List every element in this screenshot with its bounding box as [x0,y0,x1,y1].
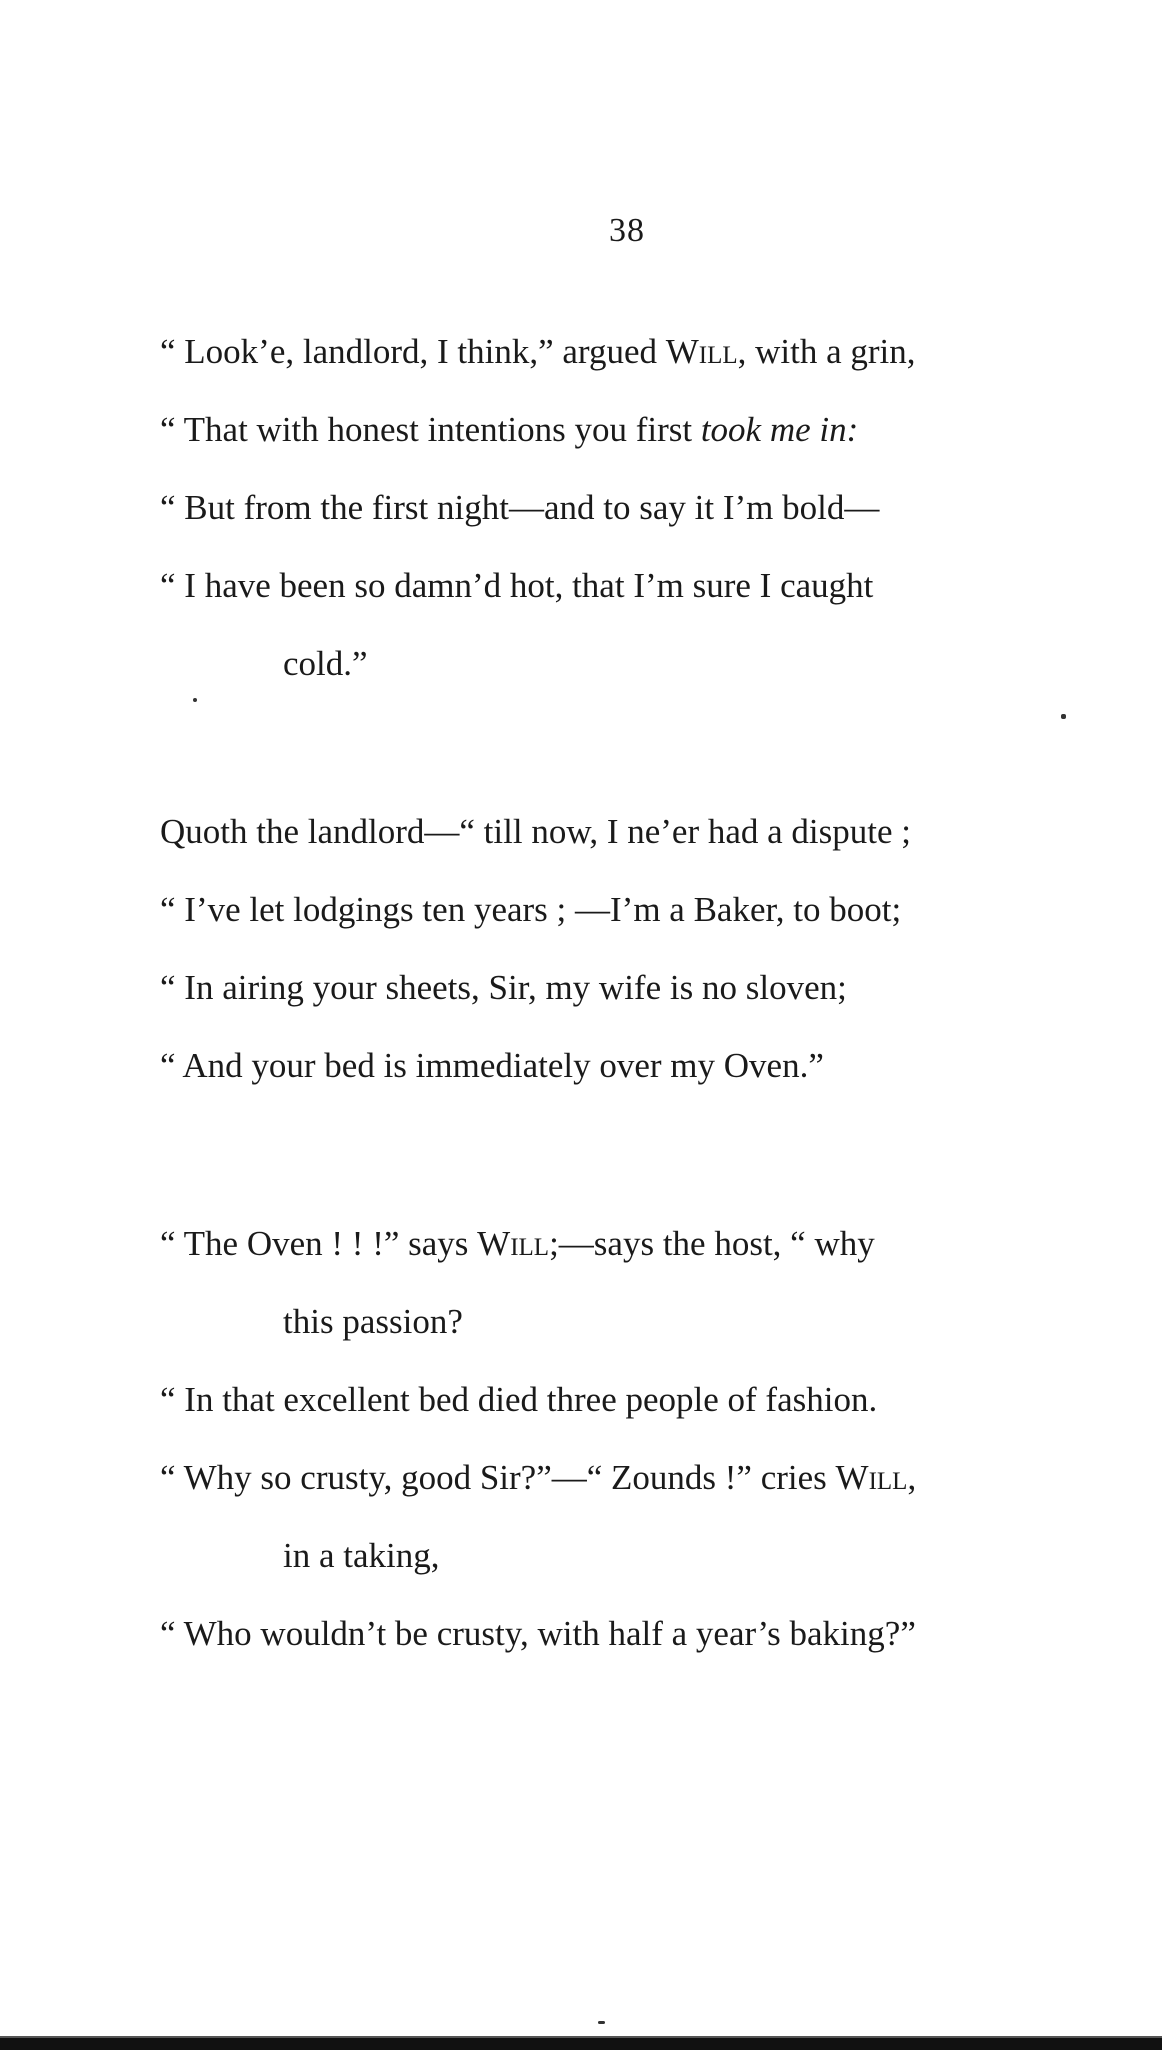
scan-speck [193,698,197,702]
character-name: Will [665,332,738,371]
verse-line: Quoth the landlord—“ till now, I ne’er had a dispute ; [160,812,912,851]
verse-text: “ Look’e, landlord, I think,” argued [160,332,666,371]
verse-line: “ I have been so damn’d hot, that I’m sure I caught [160,566,874,605]
verse-line-continuation: this passion? [283,1302,463,1341]
scan-speck [598,2021,605,2024]
verse-line [160,1222,875,1266]
verse-line-continuation: in a taking, [283,1536,440,1575]
verse-line: “ But from the first night—and to say it I’m bold— [160,488,880,527]
verse-text: , [907,1458,917,1497]
scan-speck [1061,714,1066,719]
verse-line: “ I’ve let lodgings ten years ; —I’m a Baker, to boot; [160,890,902,929]
verse-line: “ In that excellent bed died three people of fashion. [160,1380,878,1419]
verse-line-continuation: cold.” [283,644,368,683]
verse-text: “ Why so crusty, good Sir?”—“ Zounds !” cries [160,1458,836,1497]
character-name: Will [477,1224,550,1263]
verse-text: ;—says the host, “ why [549,1224,875,1263]
page-bottom-edge [0,2038,1162,2050]
italic-text: took me in: [700,410,859,449]
verse-line: “ And your bed is immediately over my Oven.” [160,1046,824,1085]
verse-line: “ In airing your sheets, Sir, my wife is no sloven; [160,968,847,1007]
verse-line [160,1456,916,1500]
verse-line [160,330,916,374]
verse-line [160,408,858,452]
verse-text: , with a grin, [737,332,916,371]
page-number: 38 [609,212,645,249]
verse-text: “ That with honest intentions you first [160,410,701,449]
verse-text: “ The Oven ! ! !” says [160,1224,478,1263]
verse-line: “ Who wouldn’t be crusty, with half a year’s baking?” [160,1614,916,1653]
character-name: Will [835,1458,908,1497]
